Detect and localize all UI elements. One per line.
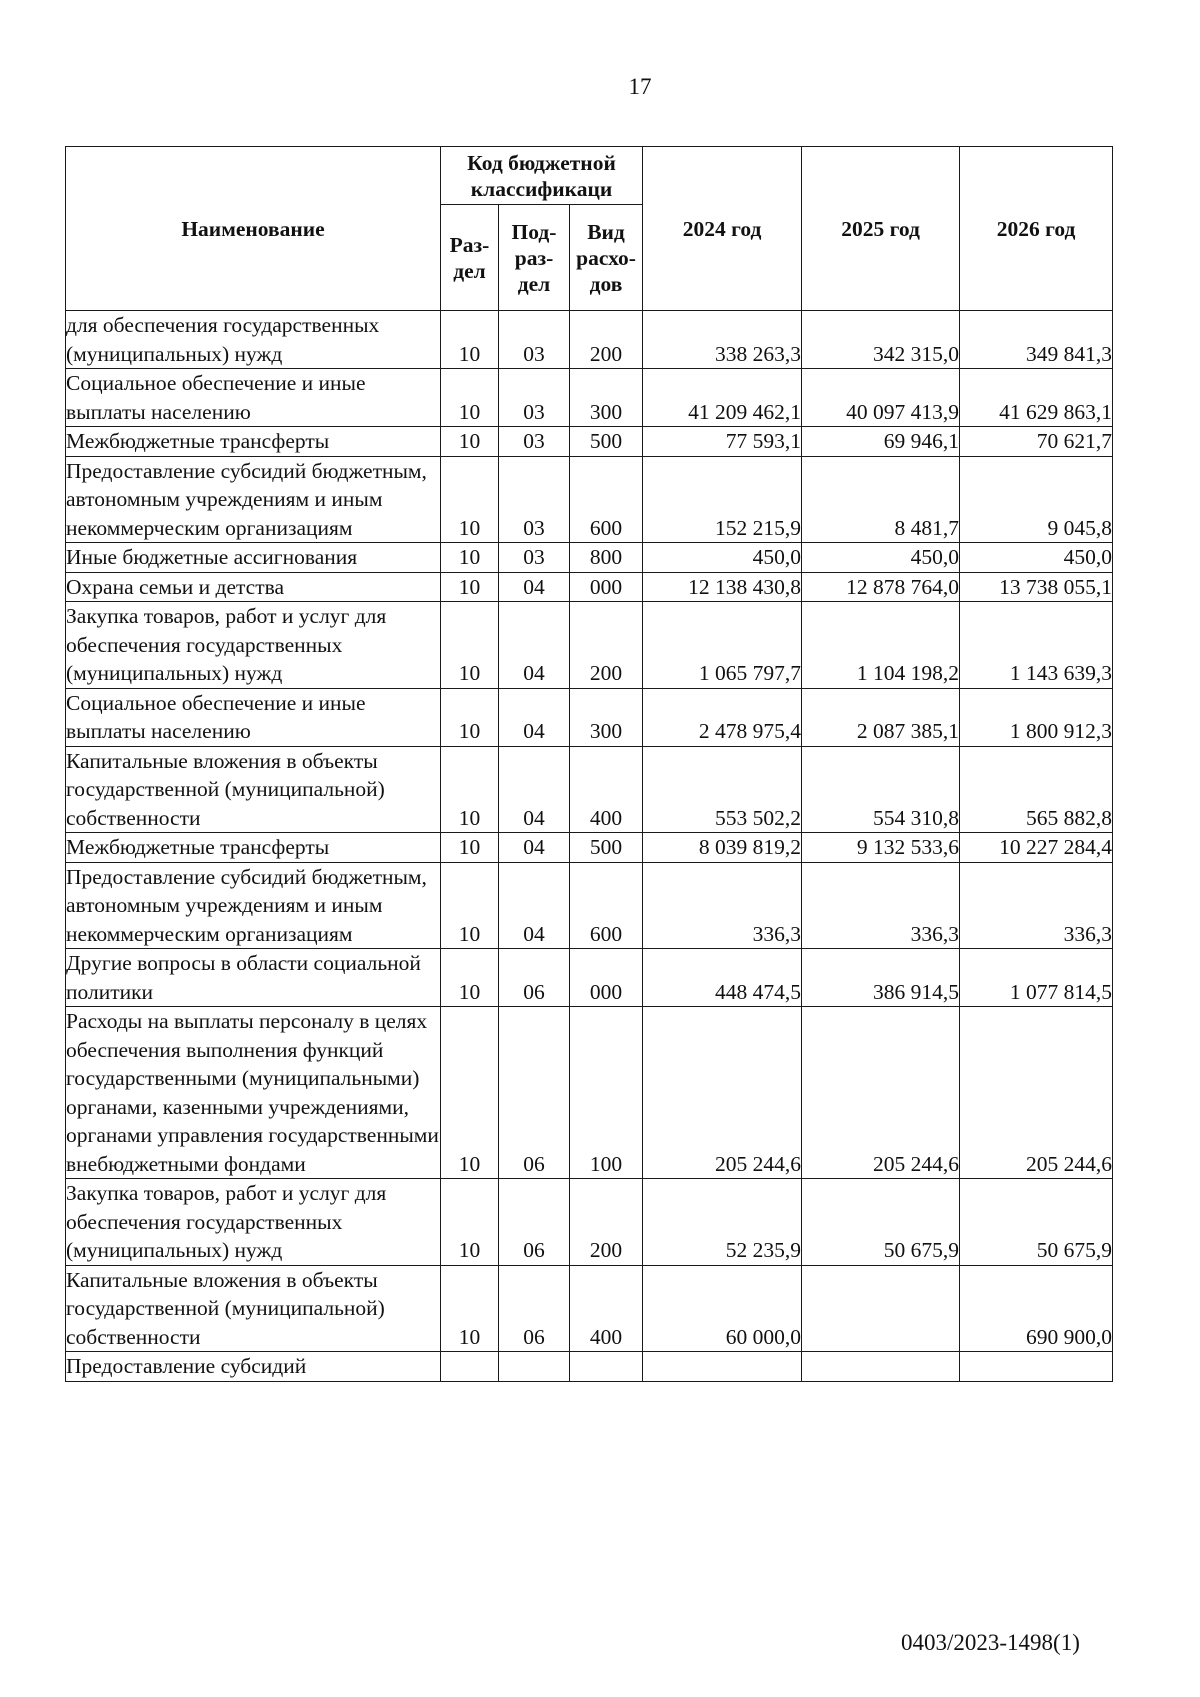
row-vid-raskhodov: 800: [570, 543, 643, 573]
row-podrazdel: [499, 1352, 570, 1382]
row-name: Закупка товаров, работ и услуг для обеспечения государственных (муниципальных) нужд: [66, 602, 441, 689]
table-row: [66, 456, 1113, 543]
row-razdel: 10: [441, 1265, 499, 1352]
row-amount-2026: [960, 1352, 1113, 1382]
row-vid-raskhodov: 400: [570, 746, 643, 833]
row-podrazdel: 04: [499, 602, 570, 689]
row-amount-2024: 2 478 975,4: [643, 688, 802, 746]
row-vid-raskhodov: 100: [570, 1007, 643, 1179]
row-amount-2024: 553 502,2: [643, 746, 802, 833]
row-name: Иные бюджетные ассигнования: [66, 543, 441, 573]
header-razdel: Раз-дел: [441, 205, 499, 311]
row-podrazdel: 03: [499, 369, 570, 427]
row-amount-2026: 13 738 055,1: [960, 572, 1113, 602]
row-amount-2025: 12 878 764,0: [802, 572, 960, 602]
table-body: [66, 311, 1113, 1382]
row-razdel: 10: [441, 833, 499, 863]
row-vid-raskhodov: 000: [570, 572, 643, 602]
row-name: Социальное обеспечение и иные выплаты населению: [66, 688, 441, 746]
table-row: [66, 602, 1113, 689]
table-row: [66, 862, 1113, 949]
row-amount-2025: 40 097 413,9: [802, 369, 960, 427]
row-name: Капитальные вложения в объекты государственной (муниципальной) собственности: [66, 746, 441, 833]
row-amount-2026: 10 227 284,4: [960, 833, 1113, 863]
row-name: Социальное обеспечение и иные выплаты населению: [66, 369, 441, 427]
row-podrazdel: 06: [499, 1179, 570, 1266]
row-vid-raskhodov: 000: [570, 949, 643, 1007]
header-vid-raskhodov: Вид расхо-дов: [570, 205, 643, 311]
row-razdel: 10: [441, 572, 499, 602]
table-row: [66, 572, 1113, 602]
row-amount-2025: 50 675,9: [802, 1179, 960, 1266]
row-name: Предоставление субсидий бюджетным, автономным учреждениям и иным некоммерческим организациям: [66, 862, 441, 949]
row-amount-2025: 554 310,8: [802, 746, 960, 833]
row-amount-2024: 338 263,3: [643, 311, 802, 369]
row-amount-2024: 8 039 819,2: [643, 833, 802, 863]
row-amount-2026: 70 621,7: [960, 427, 1113, 457]
table-row: [66, 1007, 1113, 1179]
row-podrazdel: 03: [499, 543, 570, 573]
row-name: Расходы на выплаты персоналу в целях обеспечения выполнения функций государственными (муниципальными) органами, казенными учреждениями, органами управления государственными внебюджетными фондами: [66, 1007, 441, 1179]
row-amount-2026: 1 800 912,3: [960, 688, 1113, 746]
row-razdel: 10: [441, 1179, 499, 1266]
row-vid-raskhodov: 400: [570, 1265, 643, 1352]
row-podrazdel: 04: [499, 688, 570, 746]
row-razdel: 10: [441, 369, 499, 427]
row-amount-2026: 50 675,9: [960, 1179, 1113, 1266]
row-name: Капитальные вложения в объекты государственной (муниципальной) собственности: [66, 1265, 441, 1352]
row-name: Другие вопросы в области социальной политики: [66, 949, 441, 1007]
row-razdel: 10: [441, 543, 499, 573]
row-amount-2024: 336,3: [643, 862, 802, 949]
row-razdel: 10: [441, 688, 499, 746]
row-vid-raskhodov: 600: [570, 456, 643, 543]
table-row: [66, 1265, 1113, 1352]
row-name: Закупка товаров, работ и услуг для обеспечения государственных (муниципальных) нужд: [66, 1179, 441, 1266]
row-razdel: 10: [441, 949, 499, 1007]
row-razdel: 10: [441, 427, 499, 457]
row-amount-2024: 12 138 430,8: [643, 572, 802, 602]
row-amount-2025: 386 914,5: [802, 949, 960, 1007]
header-year-2024: 2024 год: [643, 147, 802, 311]
row-amount-2025: 1 104 198,2: [802, 602, 960, 689]
row-amount-2024: 448 474,5: [643, 949, 802, 1007]
row-podrazdel: 06: [499, 949, 570, 1007]
row-amount-2025: [802, 1352, 960, 1382]
row-amount-2024: 1 065 797,7: [643, 602, 802, 689]
row-amount-2025: 9 132 533,6: [802, 833, 960, 863]
row-name: Межбюджетные трансферты: [66, 427, 441, 457]
row-amount-2025: 336,3: [802, 862, 960, 949]
row-vid-raskhodov: 500: [570, 427, 643, 457]
row-podrazdel: 04: [499, 572, 570, 602]
row-amount-2026: 349 841,3: [960, 311, 1113, 369]
table-row: [66, 833, 1113, 863]
table-row: [66, 688, 1113, 746]
header-code-group: Код бюджетной классификаци: [441, 147, 643, 205]
row-razdel: [441, 1352, 499, 1382]
table-row: [66, 311, 1113, 369]
row-name: Предоставление субсидий бюджетным, автономным учреждениям и иным некоммерческим организациям: [66, 456, 441, 543]
row-vid-raskhodov: 200: [570, 602, 643, 689]
row-amount-2024: 152 215,9: [643, 456, 802, 543]
row-podrazdel: 03: [499, 456, 570, 543]
row-amount-2025: 342 315,0: [802, 311, 960, 369]
row-razdel: 10: [441, 746, 499, 833]
row-vid-raskhodov: [570, 1352, 643, 1382]
row-amount-2025: 2 087 385,1: [802, 688, 960, 746]
row-amount-2024: 450,0: [643, 543, 802, 573]
row-amount-2026: 41 629 863,1: [960, 369, 1113, 427]
row-podrazdel: 03: [499, 311, 570, 369]
row-amount-2025: 205 244,6: [802, 1007, 960, 1179]
header-podrazdel: Под-раз-дел: [499, 205, 570, 311]
document-code: 0403/2023-1498(1): [901, 1630, 1080, 1655]
row-razdel: 10: [441, 456, 499, 543]
row-vid-raskhodov: 200: [570, 1179, 643, 1266]
row-amount-2026: 1 143 639,3: [960, 602, 1113, 689]
row-vid-raskhodov: 200: [570, 311, 643, 369]
table-row: [66, 427, 1113, 457]
row-amount-2024: 52 235,9: [643, 1179, 802, 1266]
row-amount-2026: 205 244,6: [960, 1007, 1113, 1179]
row-podrazdel: 04: [499, 862, 570, 949]
header-name: Наименование: [66, 147, 441, 311]
row-amount-2024: 60 000,0: [643, 1265, 802, 1352]
row-name: Предоставление субсидий: [66, 1352, 441, 1382]
row-razdel: 10: [441, 311, 499, 369]
table-row: [66, 1179, 1113, 1266]
row-vid-raskhodov: 600: [570, 862, 643, 949]
row-amount-2024: [643, 1352, 802, 1382]
table-header: [66, 147, 1113, 311]
row-amount-2024: 77 593,1: [643, 427, 802, 457]
row-razdel: 10: [441, 862, 499, 949]
row-vid-raskhodov: 300: [570, 688, 643, 746]
row-amount-2026: 690 900,0: [960, 1265, 1113, 1352]
row-amount-2026: 9 045,8: [960, 456, 1113, 543]
row-podrazdel: 04: [499, 833, 570, 863]
header-year-2025: 2025 год: [802, 147, 960, 311]
header-year-2026: 2026 год: [960, 147, 1113, 311]
row-amount-2026: 565 882,8: [960, 746, 1113, 833]
row-amount-2025: 69 946,1: [802, 427, 960, 457]
table-row: [66, 949, 1113, 1007]
row-vid-raskhodov: 300: [570, 369, 643, 427]
budget-table: [65, 146, 1113, 1382]
row-amount-2026: 336,3: [960, 862, 1113, 949]
row-amount-2026: 450,0: [960, 543, 1113, 573]
row-name: Охрана семьи и детства: [66, 572, 441, 602]
row-razdel: 10: [441, 1007, 499, 1179]
row-podrazdel: 03: [499, 427, 570, 457]
row-podrazdel: 04: [499, 746, 570, 833]
table-row: [66, 369, 1113, 427]
row-podrazdel: 06: [499, 1007, 570, 1179]
row-amount-2025: 450,0: [802, 543, 960, 573]
row-amount-2024: 41 209 462,1: [643, 369, 802, 427]
row-amount-2025: [802, 1265, 960, 1352]
table-row: [66, 1352, 1113, 1382]
row-name: для обеспечения государственных (муниципальных) нужд: [66, 311, 441, 369]
table-row: [66, 746, 1113, 833]
row-vid-raskhodov: 500: [570, 833, 643, 863]
row-amount-2024: 205 244,6: [643, 1007, 802, 1179]
row-amount-2025: 8 481,7: [802, 456, 960, 543]
row-amount-2026: 1 077 814,5: [960, 949, 1113, 1007]
row-podrazdel: 06: [499, 1265, 570, 1352]
page-number: 17: [628, 74, 652, 99]
table-row: [66, 543, 1113, 573]
row-name: Межбюджетные трансферты: [66, 833, 441, 863]
row-razdel: 10: [441, 602, 499, 689]
